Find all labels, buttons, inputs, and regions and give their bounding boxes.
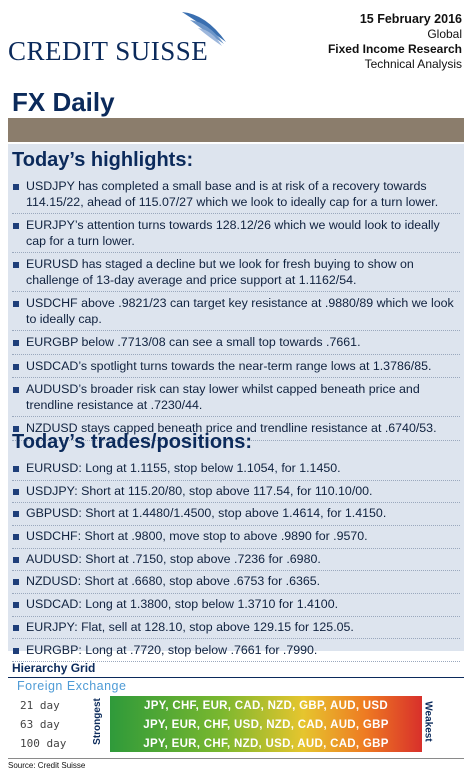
- divider: [12, 415, 460, 417]
- list-item-text: AUDUSD’s broader risk can stay lower whilst capped beneath price and trendline resistance at .7230/44.: [26, 382, 420, 412]
- divider: [12, 329, 460, 331]
- bullet-icon: [13, 511, 19, 517]
- highlights-heading: Today’s highlights:: [12, 149, 194, 171]
- divider: [12, 501, 460, 503]
- header-meta: [328, 12, 462, 72]
- bullet-icon: [13, 301, 19, 307]
- highlights-list: [8, 179, 464, 445]
- list-item-text: NZDUSD stays capped beneath price and trendline resistance at .6740/53.: [26, 421, 437, 435]
- list-item: [8, 257, 464, 288]
- bullet-icon: [13, 184, 19, 190]
- list-item-text: EURGBP: Long at .7720, stop below .7661 for .7990.: [26, 642, 318, 657]
- report-region: Global: [427, 27, 462, 41]
- report-type: Technical Analysis: [364, 57, 462, 71]
- divider: [12, 251, 460, 253]
- bullet-icon: [13, 625, 19, 631]
- bullet-icon: [13, 262, 19, 268]
- strongest-label: Strongest: [91, 698, 103, 745]
- bullet-icon: [13, 579, 19, 585]
- bullet-icon: [13, 534, 19, 540]
- divider: [12, 290, 460, 292]
- trades-list: [8, 461, 464, 665]
- page-title: FX Daily: [12, 87, 115, 117]
- ranking-row: JPY, CHF, EUR, CAD, NZD, GBP, AUD, USD: [144, 700, 388, 712]
- bullet-icon: [13, 557, 19, 563]
- divider: [12, 524, 460, 526]
- title-bar: [8, 118, 464, 142]
- divider: [12, 547, 460, 549]
- ranking-row: JPY, EUR, CHF, USD, NZD, CAD, AUD, GBP: [143, 719, 389, 731]
- list-item-text: GBPUSD: Short at 1.4480/1.4500, stop above 1.4614, for 1.4150.: [26, 506, 387, 521]
- list-item: [8, 529, 464, 545]
- divider: [12, 592, 460, 594]
- divider: [12, 376, 460, 378]
- period-label: 21 day: [20, 699, 60, 712]
- list-item: [8, 179, 464, 210]
- list-item-text: EURGBP below .7713/08 can see a small top towards .7661.: [26, 335, 361, 349]
- divider: [12, 569, 460, 571]
- bullet-icon: [13, 466, 19, 472]
- list-item-text: USDCHF above .9821/23 can target key resistance at .9880/89 which we look to ideally cap.: [26, 296, 454, 326]
- list-item: [8, 461, 464, 477]
- weakest-label: Weakest: [422, 701, 434, 742]
- list-item-text: EURUSD has staged a decline but we look for fresh buying to show on challenge of 13-day average and price support at 1.1162/54.: [26, 257, 414, 287]
- trades-heading: Today’s trades/positions:: [12, 431, 253, 453]
- list-item: [8, 506, 464, 522]
- bullet-icon: [13, 223, 19, 229]
- strength-gradient: [110, 696, 422, 752]
- list-item: [8, 359, 464, 375]
- list-item: [8, 218, 464, 249]
- bullet-icon: [13, 602, 19, 608]
- divider: [12, 212, 460, 214]
- list-item-text: USDCAD: Long at 1.3800, stop below 1.3710 for 1.4100.: [26, 597, 339, 612]
- list-item: [8, 643, 464, 659]
- list-item: [8, 484, 464, 500]
- list-item-text: EURJPY’s attention turns towards 128.12/26 which we would look to ideally cap for a turn lower.: [26, 218, 440, 248]
- list-item-text: EURUSD: Long at 1.1155, stop below 1.1054, for 1.1450.: [26, 461, 341, 475]
- list-item-text: AUDUSD: Short at .7150, stop above .7236 for .6980.: [26, 551, 321, 566]
- list-item: [8, 335, 464, 351]
- period-labels: [12, 696, 86, 753]
- source-note: Source: Credit Suisse: [8, 761, 86, 770]
- list-item-text: NZDUSD: Short at .6680, stop above .6753 for .6365.: [26, 574, 321, 589]
- list-item: [8, 382, 464, 413]
- list-item: [8, 552, 464, 568]
- bullet-icon: [13, 387, 19, 393]
- bullet-icon: [13, 364, 19, 370]
- report-header: [0, 0, 474, 85]
- divider: [12, 615, 460, 617]
- list-item: [8, 597, 464, 613]
- bullet-icon: [13, 648, 19, 654]
- list-item-text: USDCHF: Short at .9800, move stop to above .9890 for .9570.: [26, 529, 368, 544]
- bullet-icon: [13, 340, 19, 346]
- bullet-icon: [13, 489, 19, 495]
- divider: [12, 637, 460, 639]
- list-item-text: USDJPY has completed a small base and is at risk of a recovery towards 114.15/22, ahead of 115.07/27 which we look to ideally cap for a turn lower.: [26, 179, 439, 209]
- credit-suisse-logo: CREDIT SUISSE: [8, 36, 209, 66]
- list-item-text: USDCAD’s spotlight turns towards the near-term range lows at 1.3786/85.: [26, 358, 432, 373]
- list-item-text: USDJPY: Short at 115.20/80, stop above 117.54, for 110.10/00.: [26, 483, 373, 498]
- list-item: [8, 574, 464, 590]
- report-division: Fixed Income Research: [327, 42, 462, 56]
- report-date: 15 February 2016: [359, 12, 462, 26]
- list-item: [8, 296, 464, 327]
- period-label: 63 day: [20, 718, 60, 731]
- hierarchy-grid-title: Hierarchy Grid: [12, 661, 96, 675]
- list-item-text: EURJPY: Flat, sell at 128.10, stop above 129.15 for 125.05.: [26, 619, 354, 634]
- hierarchy-grid-subtitle: Foreign Exchange: [17, 679, 127, 693]
- content-panel: [8, 144, 464, 657]
- hierarchy-grid: [12, 678, 458, 756]
- ranking-row: JPY, EUR, CHF, NZD, USD, AUD, CAD, GBP: [143, 738, 389, 750]
- period-label: 100 day: [20, 737, 67, 750]
- list-item: [8, 620, 464, 636]
- divider: [12, 353, 460, 355]
- sails-logo-icon: [180, 6, 232, 48]
- divider: [8, 758, 464, 759]
- divider: [12, 479, 460, 481]
